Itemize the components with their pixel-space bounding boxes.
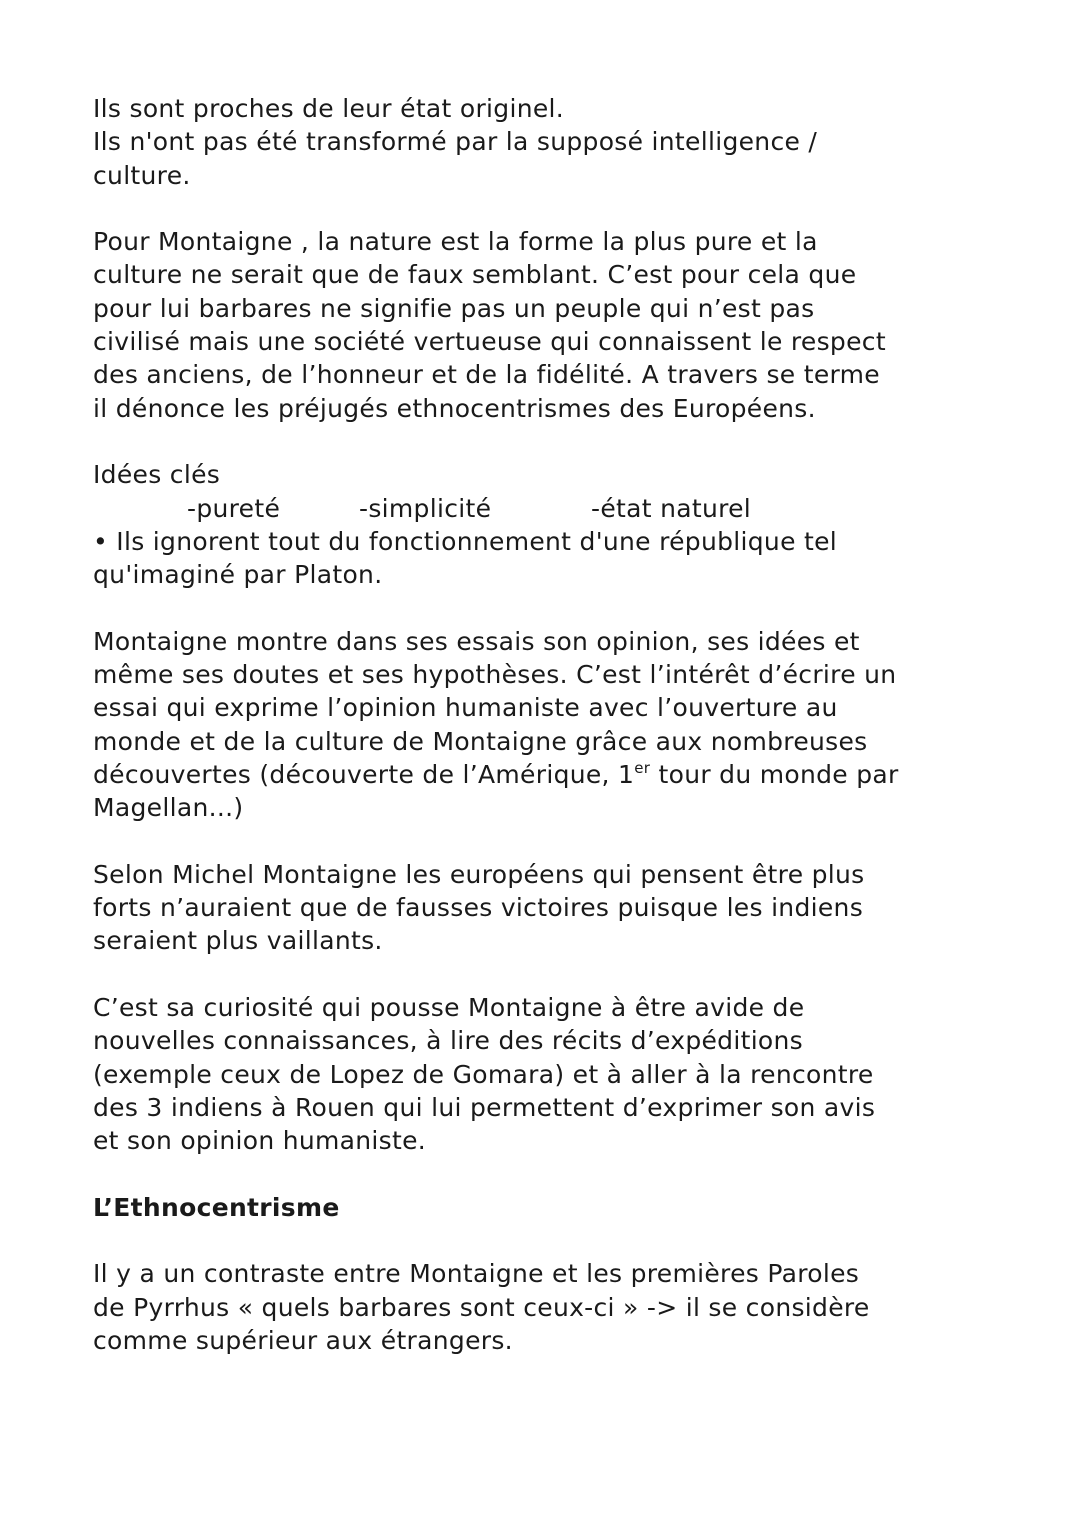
text-line: (exemple ceux de Lopez de Gomara) et à aller à la rencontre (93, 1059, 874, 1089)
text-line: culture ne serait que de faux semblant. C’est pour cela que (93, 260, 857, 290)
text-line: il dénonce les préjugés ethnocentrismes des Européens. (93, 393, 816, 423)
paragraph-curiosity (93, 991, 993, 1157)
text-line (93, 758, 993, 791)
bullet-line: • Ils ignorent tout du fonctionnement d'une république tel (93, 526, 838, 556)
key-idea: -pureté (187, 493, 281, 523)
section-heading: L’Ethnocentrisme (93, 1192, 340, 1222)
text-line: Selon Michel Montaigne les européens qui pensent être plus (93, 859, 865, 889)
key-idea: -simplicité (359, 493, 492, 523)
paragraph-original-state (93, 92, 993, 192)
text-line: Il y a un contraste entre Montaigne et les premières Paroles (93, 1259, 860, 1289)
text-line: essai qui exprime l’opinion humaniste avec l’ouverture au (93, 693, 838, 723)
text-line: Montaigne montre dans ses essais son opinion, ses idées et (93, 626, 860, 656)
text-line: Magellan...) (93, 793, 244, 823)
paragraph-nature-culture (93, 225, 993, 425)
text-line: civilisé mais une société vertueuse qui connaissent le respect (93, 327, 886, 357)
key-idea: -état naturel (591, 493, 752, 523)
key-ideas-title: Idées clés (93, 460, 221, 490)
text-line: qu'imaginé par Platon. (93, 560, 383, 590)
text-line: C’est sa curiosité qui pousse Montaigne à être avide de (93, 993, 805, 1023)
text-line: des anciens, de l’honneur et de la fidélité. A travers se terme (93, 360, 880, 390)
key-ideas-list (93, 492, 993, 525)
text-segment: tour du monde par (650, 759, 899, 789)
text-line: des 3 indiens à Rouen qui lui permettent d’exprimer son avis (93, 1092, 876, 1122)
ordinal-superscript: er (634, 758, 651, 777)
text-line: forts n’auraient que de fausses victoires puisque les indiens (93, 893, 864, 923)
text-line: culture. (93, 160, 191, 190)
text-line: comme supérieur aux étrangers. (93, 1325, 513, 1355)
paragraph-essays (93, 625, 993, 825)
text-line: de Pyrrhus « quels barbares sont ceux-ci » -> il se considère (93, 1292, 870, 1322)
text-line: même ses doutes et ses hypothèses. C’est l’intérêt d’écrire un (93, 660, 897, 690)
paragraph-europeans (93, 858, 993, 958)
text-line: nouvelles connaissances, à lire des récits d’expéditions (93, 1026, 803, 1056)
text-line: et son opinion humaniste. (93, 1126, 427, 1156)
text-line: Ils n'ont pas été transformé par la supposé intelligence / (93, 127, 818, 157)
text-segment: découvertes (découverte de l’Amérique, 1 (93, 759, 635, 789)
text-line: seraient plus vaillants. (93, 926, 383, 956)
document-page (93, 92, 993, 1391)
text-line: monde et de la culture de Montaigne grâce aux nombreuses (93, 726, 868, 756)
key-ideas-block (93, 458, 993, 591)
text-line: pour lui barbares ne signifie pas un peuple qui n’est pas (93, 293, 815, 323)
text-line: Ils sont proches de leur état originel. (93, 94, 565, 123)
paragraph-contrast (93, 1257, 993, 1357)
text-line: Pour Montaigne , la nature est la forme la plus pure et la (93, 227, 818, 257)
